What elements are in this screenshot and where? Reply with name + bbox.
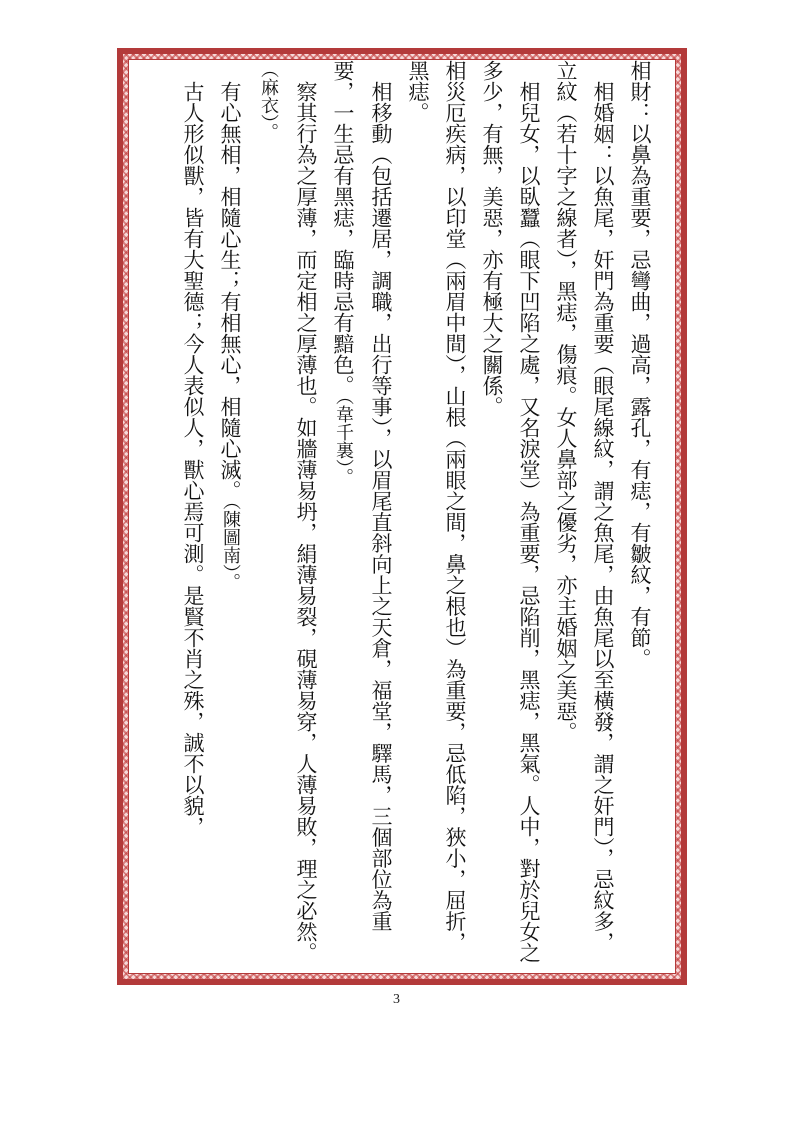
paragraph-illness — [399, 60, 473, 972]
paragraph-heart — [211, 60, 249, 972]
paragraph-conduct — [249, 60, 324, 972]
paragraph-text: 有心無相，相隨心生；有相無心，相隨心滅。 — [218, 81, 242, 501]
paragraph-text: 相兒女，以臥蠶（眼下凹陷之處，又名淚堂）為重要，忌陷削，黑痣，黑氣。人中，對於兒女之多少，有無，美惡，亦有極大之關係。 — [480, 60, 541, 963]
source-note: （陳圖南）。 — [220, 501, 241, 591]
source-note: （麻衣）。 — [258, 60, 279, 141]
source-note: （韋千裏）。 — [333, 396, 354, 486]
paragraph-text: 相移動（包括遷居，調職，出行等事），以眉尾直斜向上之天倉，福堂，驛馬，三個部位為重要，一生忌有黑痣，臨時忌有黯色。 — [331, 60, 393, 932]
paragraph-text: 察其行為之厚薄，而定相之厚薄也。如牆薄易坍，絹薄易裂，硯薄易穿，人薄易敗，理之必然。 — [294, 81, 318, 963]
paragraph-wealth — [621, 60, 658, 972]
paragraph-children — [473, 60, 547, 972]
paragraph-text: 相財：以鼻為重要，忌彎曲，過高，露孔，有痣，有皺紋，有節。 — [628, 60, 652, 669]
paragraph-text: 古人形似獸，皆有大聖德；今人表似人，獸心焉可測。是賢不肖之殊，誠不以貌， — [181, 81, 205, 837]
paragraph-movement — [324, 60, 399, 972]
paragraph-ancients — [174, 60, 211, 972]
paragraph-text: 相災厄疾病，以印堂（兩眉中間），山根（兩眼之間，鼻之根也）為重要，忌低陷，狹小，屈折，黑痣。 — [406, 60, 467, 953]
vertical-text-body — [140, 60, 658, 972]
paragraph-text: 相婚姻：以魚尾，奸門為重要（眼尾線紋，謂之魚尾，由魚尾以至橫發，謂之奸門），忌紋多，立紋（若十字之線者），黑痣，傷痕。女人鼻部之優劣，亦主婚姻之美惡。 — [554, 60, 615, 953]
page-number: 3 — [393, 992, 400, 1007]
paragraph-marriage — [547, 60, 621, 972]
